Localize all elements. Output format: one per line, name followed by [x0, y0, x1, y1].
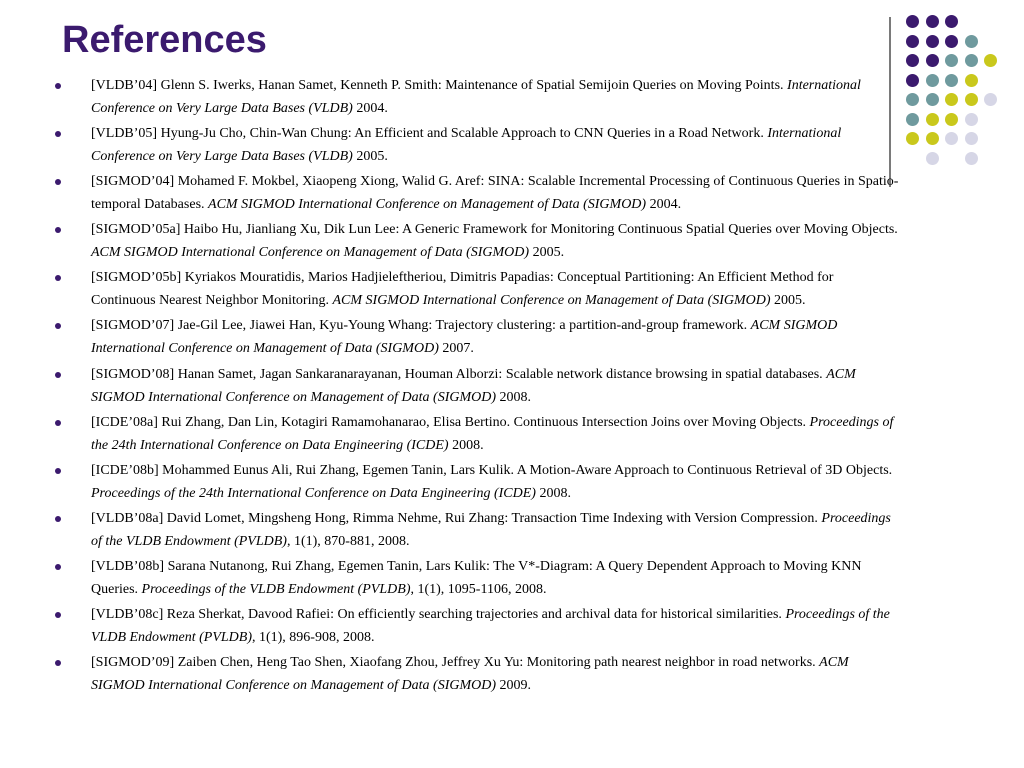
decorative-dot [945, 15, 958, 28]
decorative-dot [906, 113, 919, 126]
decorative-dot [945, 113, 958, 126]
reference-item [55, 218, 900, 264]
reference-citation: [VLDB’04] Glenn S. Iwerks, Hanan Samet, Kenneth P. Smith: Maintenance of Spatial Semijoin Queries on Moving Points. [91, 78, 788, 93]
reference-item [55, 363, 900, 409]
bullet-icon [55, 516, 61, 522]
decorative-dot [965, 74, 978, 87]
reference-venue: ACM SIGMOD International Conference on Management of Data (SIGMOD) [332, 293, 771, 309]
decorative-dot [926, 54, 939, 67]
reference-venue: Proceedings of the 24th International Conference on Data Engineering (ICDE) [91, 414, 894, 453]
decorative-dot [926, 35, 939, 48]
reference-item [55, 266, 900, 312]
decorative-dot [926, 113, 939, 126]
decorative-dot [945, 132, 958, 145]
decorative-dot [906, 35, 919, 48]
decorative-dot [965, 54, 978, 67]
reference-year: 2004. [352, 101, 388, 116]
decorative-dot [965, 35, 978, 48]
reference-item [55, 122, 900, 168]
reference-list [55, 74, 900, 699]
reference-citation: [VLDB’05] Hyung-Ju Cho, Chin-Wan Chung: An Efficient and Scalable Approach to CNN Queries in a Road Network. [91, 126, 768, 142]
reference-citation: [SIGMOD’07] Jae-Gil Lee, Jiawei Han, Kyu-Young Whang: Trajectory clustering: a partition-and-group framework. [91, 318, 751, 334]
reference-item [55, 507, 900, 553]
reference-item [55, 603, 900, 649]
reference-year: , 1(1), 896-908, 2008. [251, 630, 375, 646]
reference-venue: International Conference on Very Large Data Bases (VLDB) [91, 78, 861, 116]
decorative-dot [906, 54, 919, 67]
decorative-dot [926, 15, 939, 28]
reference-citation: [VLDB’08a] David Lomet, Mingsheng Hong, Rimma Nehme, Rui Zhang: Transaction Time Indexing with Version Compression. [91, 510, 822, 526]
reference-citation: [ICDE’08b] Mohammed Eunus Ali, Rui Zhang, Egemen Tanin, Lars Kulik. A Motion-Aware Approach to Continuous Retrieval of 3D Objects. [91, 462, 893, 478]
reference-citation: [ICDE’08a] Rui Zhang, Dan Lin, Kotagiri Ramamohanarao, Elisa Bertino. Continuous Intersection Joins over Moving Objects. [91, 414, 810, 430]
decorative-dot [906, 132, 919, 145]
reference-venue: ACM SIGMOD International Conference on Management of Data (SIGMOD) [91, 366, 856, 405]
page-title: References [62, 19, 267, 61]
bullet-icon [55, 179, 61, 185]
decorative-dot [984, 93, 997, 106]
bullet-icon [55, 420, 61, 426]
decorative-dot [906, 93, 919, 106]
bullet-icon [55, 323, 61, 329]
reference-year: , 1(1), 870-881, 2008. [286, 533, 410, 549]
decorative-dot [945, 93, 958, 106]
reference-citation: [SIGMOD’05a] Haibo Hu, Jianliang Xu, Dik Lun Lee: A Generic Framework for Monitoring Continuous Spatial Queries over Moving Objects. [91, 222, 898, 238]
reference-item [55, 651, 900, 697]
decorative-dot [965, 93, 978, 106]
reference-venue: Proceedings of the VLDB Endowment (PVLDB) [91, 510, 891, 549]
bullet-icon [55, 564, 61, 570]
reference-venue: Proceedings of the VLDB Endowment (PVLDB) [91, 607, 890, 646]
reference-year: 2005. [770, 293, 806, 309]
reference-venue: Proceedings of the VLDB Endowment (PVLDB) [141, 581, 411, 597]
reference-citation: [SIGMOD’05b] Kyriakos Mouratidis, Marios Hadjieleftheriou, Dimitris Papadias: Conceptual Partitioning: An Efficient Method for Continuous Nearest Neighbor Monitoring. [91, 270, 834, 309]
bullet-icon [55, 372, 61, 378]
bullet-icon [55, 227, 61, 233]
reference-year: 2005. [529, 245, 565, 261]
bullet-icon [55, 131, 61, 137]
reference-citation: [SIGMOD’09] Zaiben Chen, Heng Tao Shen, Xiaofang Zhou, Jeffrey Xu Yu: Monitoring path nearest neighbor in road networks. [91, 655, 820, 671]
reference-item [55, 74, 900, 120]
decorative-dot [926, 74, 939, 87]
reference-citation: [VLDB’08c] Reza Sherkat, Davood Rafiei: On efficiently searching trajectories and archival data for historical similarities. [91, 607, 786, 623]
decorative-dot [945, 35, 958, 48]
reference-year: 2008. [496, 389, 532, 405]
bullet-icon [55, 275, 61, 281]
reference-venue: Proceedings of the 24th International Conference on Data Engineering (ICDE) [91, 485, 536, 501]
reference-item [55, 170, 900, 216]
decorative-dot [965, 132, 978, 145]
reference-year: 2005. [352, 149, 388, 165]
decorative-dot [984, 54, 997, 67]
reference-year: 2004. [646, 197, 682, 213]
dot-grid-decoration [906, 15, 1006, 165]
bullet-icon [55, 468, 61, 474]
reference-year: , 1(1), 1095-1106, 2008. [410, 581, 547, 597]
bullet-icon [55, 612, 61, 618]
reference-item [55, 459, 900, 505]
decorative-dot [945, 54, 958, 67]
reference-year: 2007. [438, 341, 474, 357]
decorative-dot [906, 15, 919, 28]
decorative-dot [965, 113, 978, 126]
reference-year: 2008. [448, 437, 484, 453]
reference-citation: [VLDB’08b] Sarana Nutanong, Rui Zhang, Egemen Tanin, Lars Kulik: The V*-Diagram: A Query Dependent Approach to Moving KNN Queries. [91, 558, 862, 597]
reference-item [55, 314, 900, 360]
reference-citation: [SIGMOD’08] Hanan Samet, Jagan Sankaranarayanan, Houman Alborzi: Scalable network distance browsing in spatial databases. [91, 366, 827, 382]
reference-citation: [SIGMOD’04] Mohamed F. Mokbel, Xiaopeng Xiong, Walid G. Aref: SINA: Scalable Incremental Processing of Continuous Queries in Spatio-temporal Databases. [91, 174, 899, 213]
bullet-icon [55, 83, 61, 89]
decorative-dot [945, 74, 958, 87]
reference-item [55, 555, 900, 601]
bullet-icon [55, 660, 61, 666]
decorative-dot [926, 93, 939, 106]
reference-venue: ACM SIGMOD International Conference on Management of Data (SIGMOD) [91, 318, 838, 357]
reference-venue: ACM SIGMOD International Conference on Management of Data (SIGMOD) [91, 655, 849, 694]
reference-venue: ACM SIGMOD International Conference on Management of Data (SIGMOD) [208, 197, 647, 213]
reference-year: 2008. [535, 485, 571, 501]
reference-year: 2009. [496, 678, 532, 694]
reference-item [55, 411, 900, 457]
decorative-dot [965, 152, 978, 165]
reference-venue: ACM SIGMOD International Conference on Management of Data (SIGMOD) [91, 245, 530, 261]
decorative-dot [926, 132, 939, 145]
decorative-dot [906, 74, 919, 87]
decorative-dot [926, 152, 939, 165]
reference-venue: International Conference on Very Large Data Bases (VLDB) [91, 126, 842, 165]
